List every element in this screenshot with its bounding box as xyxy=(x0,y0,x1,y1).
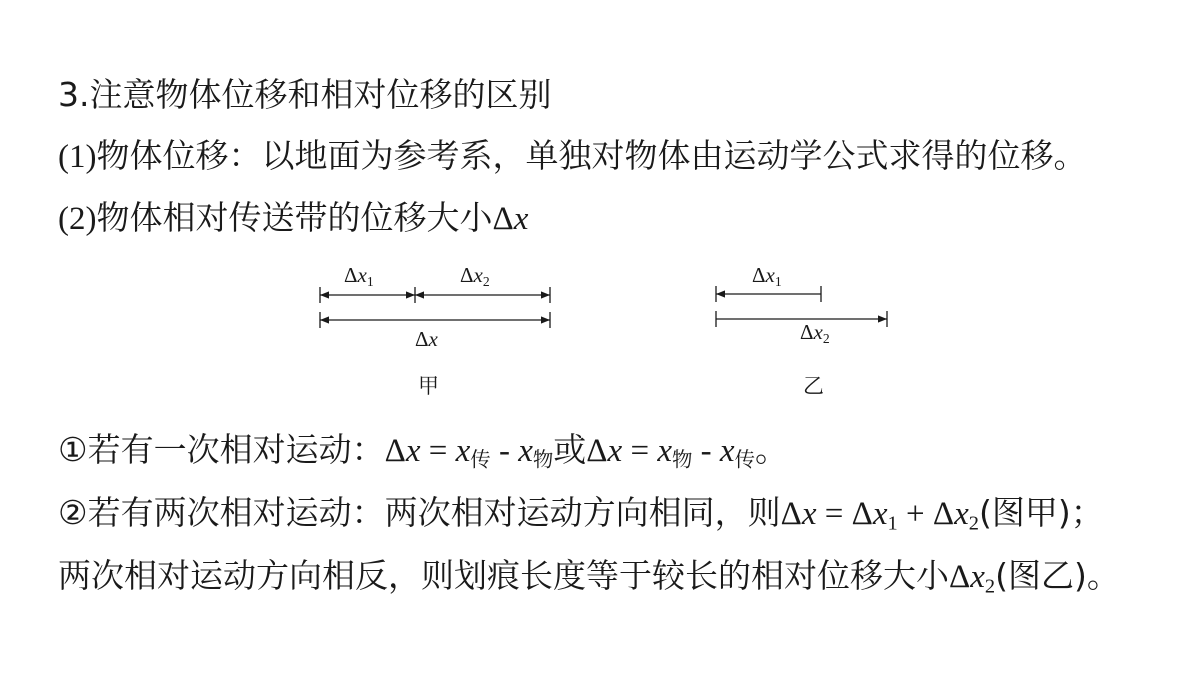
equals-sign: = xyxy=(816,496,852,532)
heading-text: 3.注意物体位移和相对位移的区别 xyxy=(58,75,552,114)
variable-x: x xyxy=(813,320,823,344)
item-1-number: (1) xyxy=(58,139,97,175)
equals-sign: = xyxy=(622,433,658,469)
item-2-text: 物体相对传送带的位移大小 xyxy=(96,198,493,237)
variable-x: x xyxy=(801,496,817,532)
minus-sign: - xyxy=(490,433,519,469)
label-yi-dx1 xyxy=(752,263,782,288)
case-2 xyxy=(58,491,1104,536)
delta-symbol: Δ xyxy=(384,433,406,469)
variable-x: x xyxy=(455,433,471,469)
case-1-marker: ① xyxy=(58,430,88,469)
variable-x: x xyxy=(428,327,438,351)
delta-symbol: Δ xyxy=(752,263,766,287)
figure-ref-yi: (图乙)。 xyxy=(995,556,1120,595)
label-jia-dx xyxy=(415,327,438,352)
case-2-continued xyxy=(58,554,1120,599)
delta-symbol: Δ xyxy=(932,496,955,532)
delta-symbol: Δ xyxy=(780,496,802,532)
diagram-jia xyxy=(320,287,550,328)
subscript-belt: 传 xyxy=(734,447,755,472)
variable-x: x xyxy=(405,433,421,469)
label-jia-dx2 xyxy=(460,263,490,288)
variable-x: x xyxy=(513,201,529,237)
item-1-text: 物体位移：以地面为参考系，单独对物体由运动学公式求得的位移。 xyxy=(96,136,1087,175)
delta-symbol: Δ xyxy=(851,496,873,532)
caption-jia: 甲 xyxy=(418,374,439,398)
figure-ref-jia: (图甲)； xyxy=(978,493,1104,532)
variable-x: x xyxy=(518,433,533,469)
delta-symbol: Δ xyxy=(344,263,358,287)
subscript-1: 1 xyxy=(887,512,898,535)
variable-x: x xyxy=(473,263,483,287)
variable-x: x xyxy=(719,433,735,469)
delta-symbol: Δ xyxy=(492,201,514,237)
item-2-number: (2) xyxy=(58,201,97,237)
minus-sign: - xyxy=(692,433,720,469)
delta-symbol: Δ xyxy=(415,327,429,351)
case-2-text: 若有两次相对运动：两次相对运动方向相同，则 xyxy=(87,493,781,532)
subscript: 2 xyxy=(822,330,830,346)
delta-symbol: Δ xyxy=(949,559,971,595)
label-jia-dx1 xyxy=(344,263,374,288)
variable-x: x xyxy=(357,263,367,287)
variable-x: x xyxy=(954,496,969,532)
variable-x: x xyxy=(970,559,985,595)
case-2-line2-text: 两次相对运动方向相反，则划痕长度等于较长的相对位移大小 xyxy=(58,556,949,595)
caption-yi: 乙 xyxy=(803,374,824,398)
equals-sign: = xyxy=(420,433,456,469)
or-text: 或 xyxy=(553,430,587,469)
plus-sign: + xyxy=(897,496,933,532)
delta-symbol: Δ xyxy=(460,263,474,287)
subscript-2: 2 xyxy=(984,575,996,598)
case-1-text: 若有一次相对运动： xyxy=(87,430,385,469)
case-2-marker: ② xyxy=(58,493,88,532)
subscript-belt: 传 xyxy=(470,447,491,472)
variable-x: x xyxy=(872,496,888,532)
case-1 xyxy=(58,428,788,473)
variable-x: x xyxy=(607,433,623,469)
subscript-object: 物 xyxy=(532,447,554,472)
period: 。 xyxy=(755,430,788,469)
subscript: 1 xyxy=(366,273,374,289)
variable-x: x xyxy=(765,263,775,287)
variable-x: x xyxy=(657,433,672,469)
subscript-2: 2 xyxy=(968,512,979,535)
subscript: 2 xyxy=(482,273,490,289)
subscript: 1 xyxy=(774,273,782,289)
label-yi-dx2 xyxy=(800,320,830,345)
delta-symbol: Δ xyxy=(800,320,814,344)
subscript-object: 物 xyxy=(671,447,693,472)
delta-symbol: Δ xyxy=(586,433,608,469)
